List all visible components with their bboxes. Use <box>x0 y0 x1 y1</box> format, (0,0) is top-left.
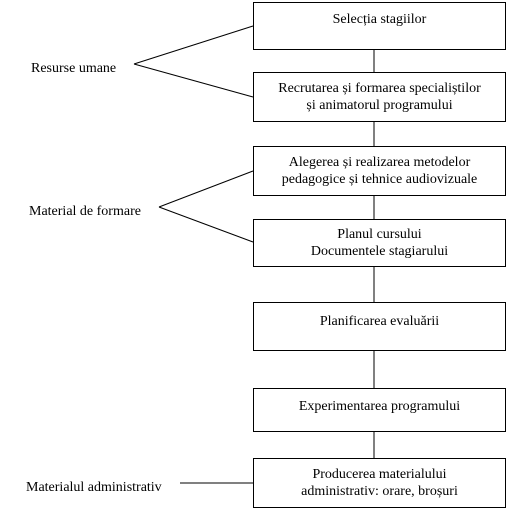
step-7-line-1: Producerea materialului <box>312 467 447 482</box>
step-selectia-stagiilor <box>253 2 506 50</box>
step-3-line-2: pedagogice și tehnice audiovizuale <box>281 172 478 187</box>
step-planificarea-evaluarii <box>253 302 506 351</box>
step-2-line-1: Recrutarea și formarea specialiștilor <box>278 81 481 96</box>
group-label-resurse-umane: Resurse umane <box>31 61 117 76</box>
bracket-resurse-upper <box>134 26 253 64</box>
step-recrutarea <box>253 72 506 122</box>
bracket-resurse-lower <box>134 64 253 97</box>
step-7-line-2: administrativ: orare, broșuri <box>301 484 458 499</box>
step-alegerea-metodelor <box>253 146 506 196</box>
step-4-line-2: Documentele stagiarului <box>310 244 449 259</box>
step-2-line-2: și animatorul programului <box>306 98 453 113</box>
bracket-material-lower <box>159 207 253 242</box>
step-4-line-1: Planul cursului <box>337 227 422 242</box>
step-5-line-1: Planificarea evaluării <box>319 314 440 329</box>
step-planul-cursului <box>253 219 506 267</box>
step-1-line-1: Selecția stagiilor <box>332 12 427 27</box>
step-producerea-materialului <box>253 458 506 508</box>
step-experimentarea-programului <box>253 388 506 432</box>
group-label-material-de-formare: Material de formare <box>29 204 141 219</box>
group-label-materialul-administrativ: Materialul administrativ <box>26 480 162 495</box>
step-3-line-1: Alegerea și realizarea metodelor <box>288 155 471 170</box>
bracket-material-upper <box>159 171 253 207</box>
step-6-line-1: Experimentarea programului <box>298 399 461 414</box>
